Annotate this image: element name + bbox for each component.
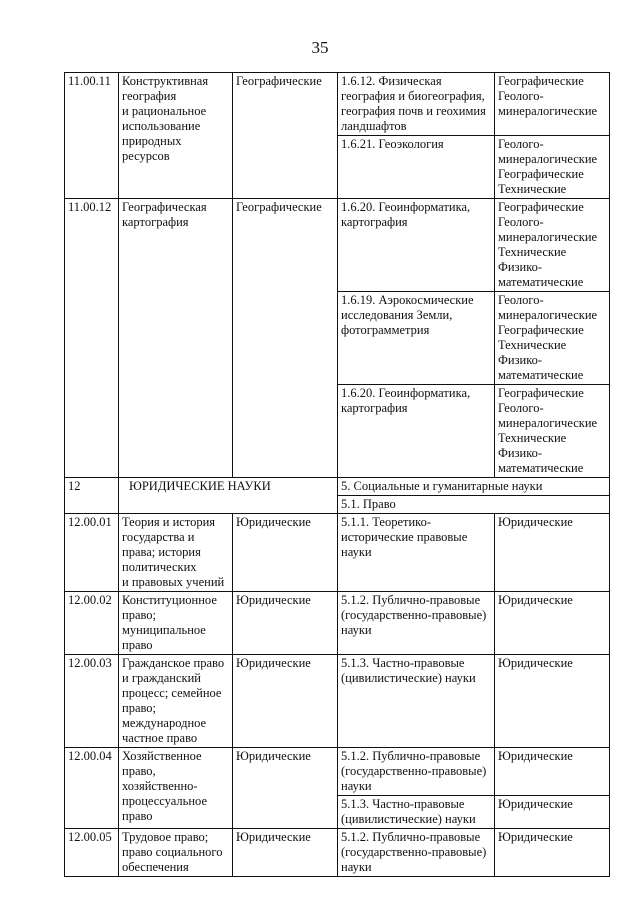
new-degree-branch: Юридические	[495, 655, 610, 748]
specialty-code: 11.00.11	[65, 73, 119, 199]
specialty-code: 12.00.02	[65, 592, 119, 655]
new-degree-branch: Географические Геолого- минералогические Технические Физико- математические	[495, 199, 610, 292]
specialty-name: Теория и история государства и права; история политических и правовых учений	[119, 514, 233, 592]
specialty-name: Географическая картография	[119, 199, 233, 478]
degree-branch: Географические	[233, 73, 338, 199]
table-row	[65, 73, 610, 136]
new-degree-branch: Географические Геолого- минералогические Технические Физико- математические	[495, 385, 610, 478]
specialty-code: 11.00.12	[65, 199, 119, 478]
section-row	[65, 478, 610, 496]
section-area: 5. Социальные и гуманитарные науки	[338, 478, 610, 496]
section-subarea: 5.1. Право	[338, 496, 610, 514]
table-row	[65, 829, 610, 877]
page-number: 35	[311, 38, 329, 57]
new-specialty: 5.1.3. Частно-правовые (цивилистические) науки	[338, 655, 495, 748]
degree-branch: Юридические	[233, 514, 338, 592]
new-specialty: 5.1.2. Публично-правовые (государственно-правовые) науки	[338, 592, 495, 655]
table-row	[65, 592, 610, 655]
new-degree-branch: Юридические	[495, 592, 610, 655]
specialty-code: 12.00.04	[65, 748, 119, 829]
new-specialty: 5.1.3. Частно-правовые (цивилистические) науки	[338, 796, 495, 829]
degree-branch: Юридические	[233, 748, 338, 829]
degree-branch: Юридические	[233, 592, 338, 655]
specialty-name: Гражданское право и гражданский процесс; семейное право; международное частное право	[119, 655, 233, 748]
specialty-name: Трудовое право; право социального обеспечения	[119, 829, 233, 877]
new-specialty: 1.6.20. Геоинформатика, картография	[338, 199, 495, 292]
new-specialty: 5.1.2. Публично-правовые (государственно-правовые) науки	[338, 829, 495, 877]
new-specialty: 1.6.20. Геоинформатика, картография	[338, 385, 495, 478]
table-row	[65, 199, 610, 292]
degree-branch: Юридические	[233, 655, 338, 748]
new-degree-branch: Юридические	[495, 796, 610, 829]
section-code: 12	[65, 478, 119, 514]
table-row	[65, 514, 610, 592]
table-row	[65, 655, 610, 748]
specialty-name: Конструктивная география и рациональное использование природных ресурсов	[119, 73, 233, 199]
new-degree-branch: Геолого- минералогические Географические Технические	[495, 136, 610, 199]
specialty-name: Хозяйственное право, хозяйственно- процессуальное право	[119, 748, 233, 829]
table-row	[65, 748, 610, 796]
specialty-name: Конституционное право; муниципальное право	[119, 592, 233, 655]
new-degree-branch: Юридические	[495, 514, 610, 592]
new-specialty: 1.6.21. Геоэкология	[338, 136, 495, 199]
degree-branch: Юридические	[233, 829, 338, 877]
section-title: ЮРИДИЧЕСКИЕ НАУКИ	[119, 478, 338, 514]
new-specialty: 1.6.12. Физическая география и биогеография, география почв и геохимия ландшафтов	[338, 73, 495, 136]
new-degree-branch: Геолого- минералогические Географические Технические Физико- математические	[495, 292, 610, 385]
new-specialty: 5.1.2. Публично-правовые (государственно-правовые) науки	[338, 748, 495, 796]
new-specialty: 1.6.19. Аэрокосмические исследования Земли, фотограмметрия	[338, 292, 495, 385]
specialty-code: 12.00.03	[65, 655, 119, 748]
new-degree-branch: Географические Геолого- минералогические	[495, 73, 610, 136]
specialties-table	[64, 72, 610, 877]
specialty-code: 12.00.05	[65, 829, 119, 877]
new-specialty: 5.1.1. Теоретико- исторические правовые науки	[338, 514, 495, 592]
degree-branch: Географические	[233, 199, 338, 478]
new-degree-branch: Юридические	[495, 829, 610, 877]
new-degree-branch: Юридические	[495, 748, 610, 796]
specialty-code: 12.00.01	[65, 514, 119, 592]
